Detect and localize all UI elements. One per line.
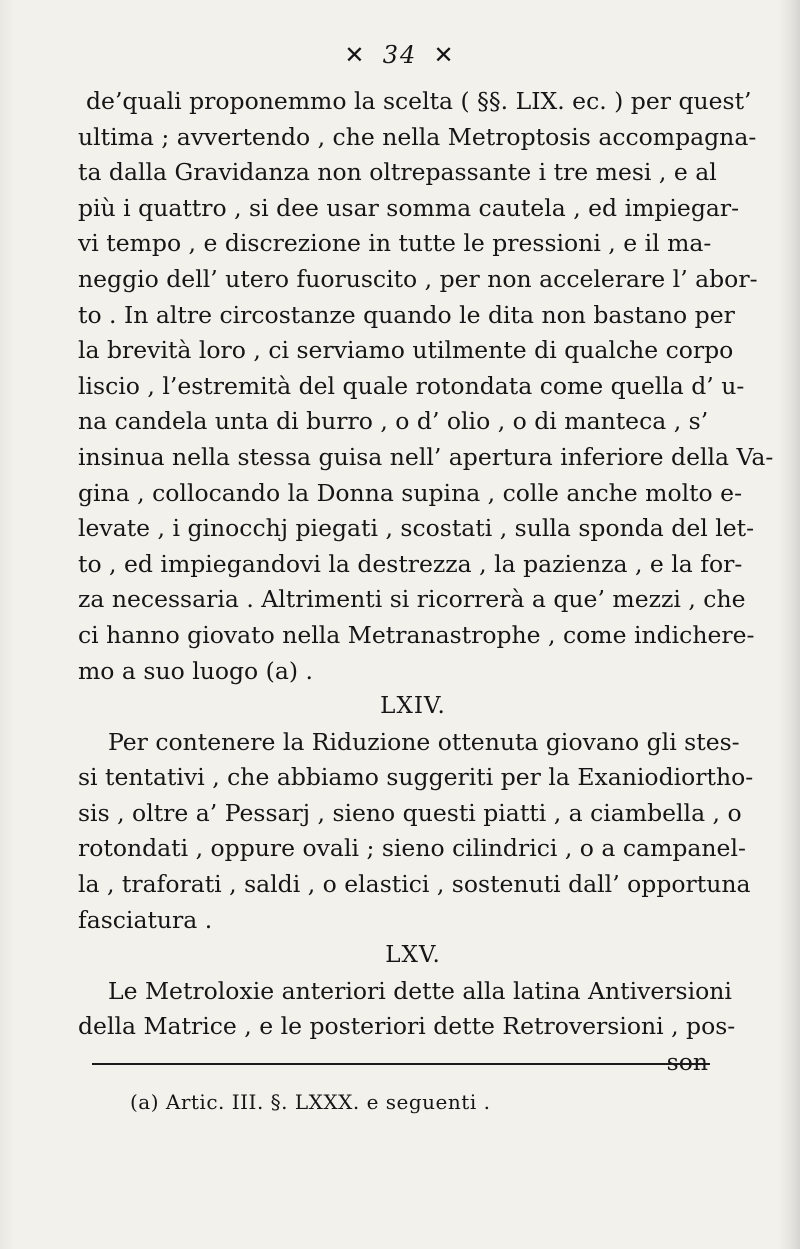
text-line: rotondati , oppure ovali ; sieno cilindrici , o a campanel- [78,834,746,863]
page-body [78,84,774,1081]
text-line: za necessaria . Altrimenti si ricorrerà a que’ mezzi , che [78,585,746,614]
catchword: son [666,1048,708,1077]
footnote-divider [92,1063,710,1065]
text-line: neggio dell’ utero fuoruscito , per non accelerare l’ abor- [78,264,758,293]
header-ornament-left-icon: ✕ [344,41,367,69]
footnote: (a) Artic. III. §. LXXX. e seguenti . [130,1090,491,1114]
text-line: la , traforati , saldi , o elastici , sostenuti dall’ opportuna [78,870,751,899]
page-number: 34 [382,41,418,69]
text-line: ultima ; avvertendo , che nella Metroptosis accompagna- [78,122,757,151]
text-line: sis , oltre a’ Pessarj , sieno questi piatti , a ciambella , o [78,798,742,827]
text-line: vi tempo , e discrezione in tutte le pressioni , e il ma- [78,229,712,258]
text-line: Per contenere la Riduzione ottenuta giovano gli stes- [108,727,740,756]
text-line: si tentativi , che abbiamo suggeriti per la Exaniodiortho- [78,763,754,792]
text-line: la brevità loro , ci serviamo utilmente di qualche corpo [78,336,734,365]
text-line: ci hanno giovato nella Metranastrophe , come indichere- [78,620,755,649]
text-line: fasciatura . [78,905,213,934]
text-line: della Matrice , e le posteriori dette Retroversioni , pos- [78,1012,736,1041]
page-edge-shadow-right [778,0,800,1249]
section-heading-lxiv: LXIV. [380,693,446,720]
text-line: to . In altre circostanze quando le dita non bastano per [78,300,735,329]
text-line: gina , collocando la Donna supina , colle anche molto e- [78,478,743,507]
page-header [0,40,800,70]
text-line: ta dalla Gravidanza non oltrepassante i tre mesi , e al [78,158,717,187]
text-line: insinua nella stessa guisa nell’ apertura inferiore della Va- [78,442,774,471]
section-heading-lxv: LXV. [385,942,441,969]
text-line: liscio , l’estremità del quale rotondata come quella d’ u- [78,371,745,400]
text-line: mo a suo luogo (a) . [78,656,313,685]
text-line: na candela unta di burro , o d’ olio , o di manteca , s’ [78,407,709,436]
paragraph-lxiv [78,725,754,939]
page-edge-shadow-left [0,0,14,1249]
text-line: più i quattro , si dee usar somma cautela , ed impiegar- [78,193,740,222]
header-ornament-right-icon: ✕ [433,41,456,69]
text-line: to , ed impiegandovi la destrezza , la pazienza , e la for- [78,549,743,578]
paragraph-1 [78,84,774,689]
text-line: levate , i ginocchj piegati , scostati , sulla sponda del let- [78,514,755,543]
text-line: de’quali proponemmo la scelta ( §§. LIX. ec. ) per quest’ [86,87,752,115]
text-line: Le Metroloxie anteriori dette alla latina Antiversioni [108,976,732,1005]
